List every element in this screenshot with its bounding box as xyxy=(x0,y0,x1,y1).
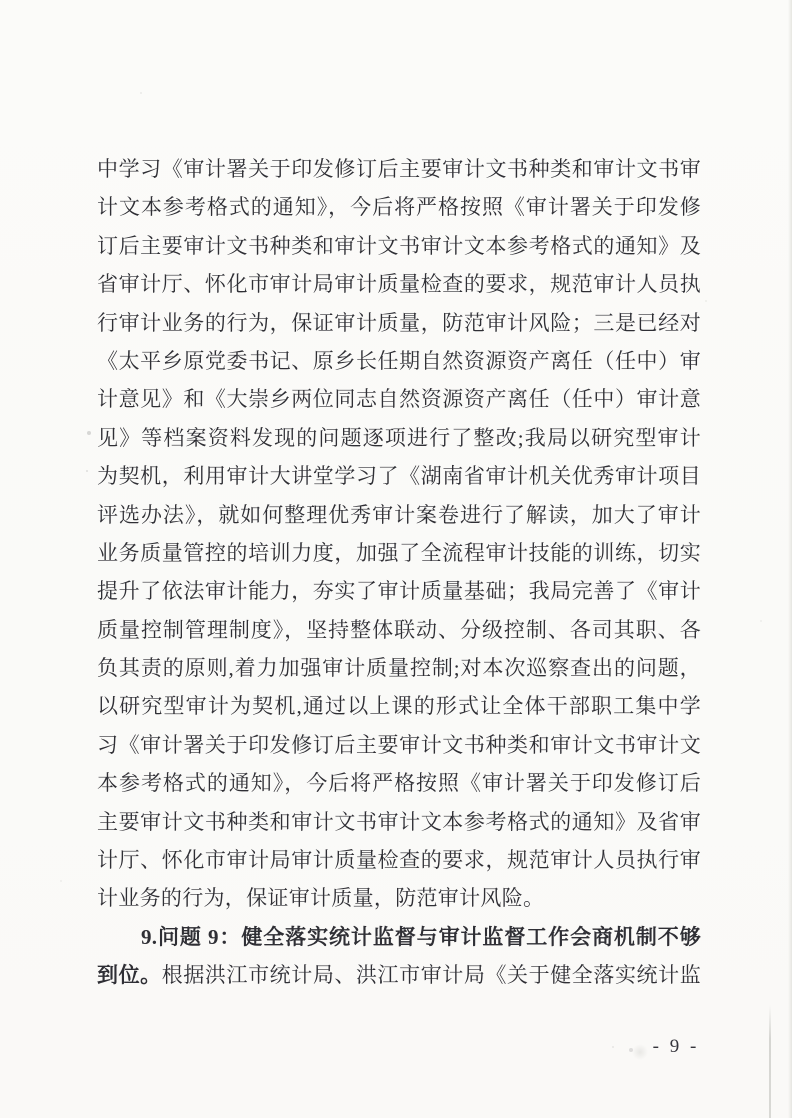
text-segment: 计厅、怀化市审计局审计质量检查的要求，规范审计人员执行审 xyxy=(97,848,701,873)
text-line xyxy=(97,611,701,649)
text-line xyxy=(97,956,701,994)
document-lines xyxy=(97,150,701,995)
text-line xyxy=(97,726,701,764)
text-segment: 计意见》和《大崇乡两位同志自然资源资产离任（任中）审计意 xyxy=(97,387,701,412)
text-segment: 根据洪江市统计局、洪江市审计局《关于健全落实统计监 xyxy=(161,963,701,988)
scan-noise-speckles xyxy=(0,0,2,2)
text-segment: 质量控制管理制度》，坚持整体联动、分级控制、各司其职、各 xyxy=(97,617,701,642)
bold-text-segment: 到位。 xyxy=(97,963,162,988)
text-line xyxy=(97,649,701,687)
text-segment: 业务质量管控的培训力度，加强了全流程审计技能的训练，切实 xyxy=(97,540,701,565)
page-number: - 9 - xyxy=(652,1036,700,1057)
text-line xyxy=(97,150,701,188)
text-line xyxy=(97,496,701,534)
text-line xyxy=(97,304,701,342)
text-segment: 见》等档案资料发现的问题逐项进行了整改;我局以研究型审计 xyxy=(97,425,701,450)
text-line xyxy=(97,457,701,495)
scan-edge-shadow xyxy=(788,0,792,1118)
text-line xyxy=(97,879,701,917)
text-segment: 本参考格式的通知》，今后将严格按照《审计署关于印发修订后 xyxy=(97,771,701,796)
scan-artifact-line xyxy=(769,1005,771,1118)
text-segment: 提升了依法审计能力，夯实了审计质量基础；我局完善了《审计 xyxy=(97,579,701,604)
text-line xyxy=(97,841,701,879)
text-segment: 习《审计署关于印发修订后主要审计文书种类和审计文书审计文 xyxy=(97,732,701,757)
text-segment: 主要审计文书种类和审计文书审计文本参考格式的通知》及省审 xyxy=(97,809,701,834)
text-segment: 计文本参考格式的通知》，今后将严格按照《审计署关于印发修 xyxy=(97,195,701,220)
text-segment: 负其责的原则,着力加强审计质量控制;对本次巡察查出的问题， xyxy=(97,656,701,681)
text-segment: 《太平乡原党委书记、原乡长任期自然资源资产离任（任中）审 xyxy=(97,348,701,373)
text-segment: 为契机，利用审计大讲堂学习了《湖南省审计机关优秀审计项目 xyxy=(97,464,701,489)
bold-text-segment: 9.问题 9：健全落实统计监督与审计监督工作会商机制不够 xyxy=(141,924,701,949)
text-line xyxy=(97,188,701,226)
text-segment: 省审计厅、怀化市审计局审计质量检查的要求，规范审计人员执 xyxy=(97,272,701,297)
text-line xyxy=(97,380,701,418)
text-line xyxy=(97,572,701,610)
text-segment: 行审计业务的行为，保证审计质量，防范审计风险；三是已经对 xyxy=(97,310,701,335)
text-line xyxy=(97,342,701,380)
text-line xyxy=(97,918,701,956)
text-segment: 以研究型审计为契机,通过以上课的形式让全体干部职工集中学 xyxy=(97,694,701,719)
text-segment: 评选办法》，就如何整理优秀审计案卷进行了解读，加大了审计 xyxy=(97,502,701,527)
text-line xyxy=(97,534,701,572)
text-segment: 中学习《审计署关于印发修订后主要审计文书种类和审计文书审 xyxy=(97,157,701,181)
text-line xyxy=(97,764,701,802)
text-line xyxy=(97,687,701,725)
text-line xyxy=(97,803,701,841)
text-line xyxy=(97,419,701,457)
text-line xyxy=(97,227,701,265)
text-line xyxy=(97,265,701,303)
text-segment: 计业务的行为，保证审计质量，防范审计风险。 xyxy=(97,886,545,911)
text-segment: 订后主要审计文书种类和审计文书审计文本参考格式的通知》及 xyxy=(97,233,701,258)
